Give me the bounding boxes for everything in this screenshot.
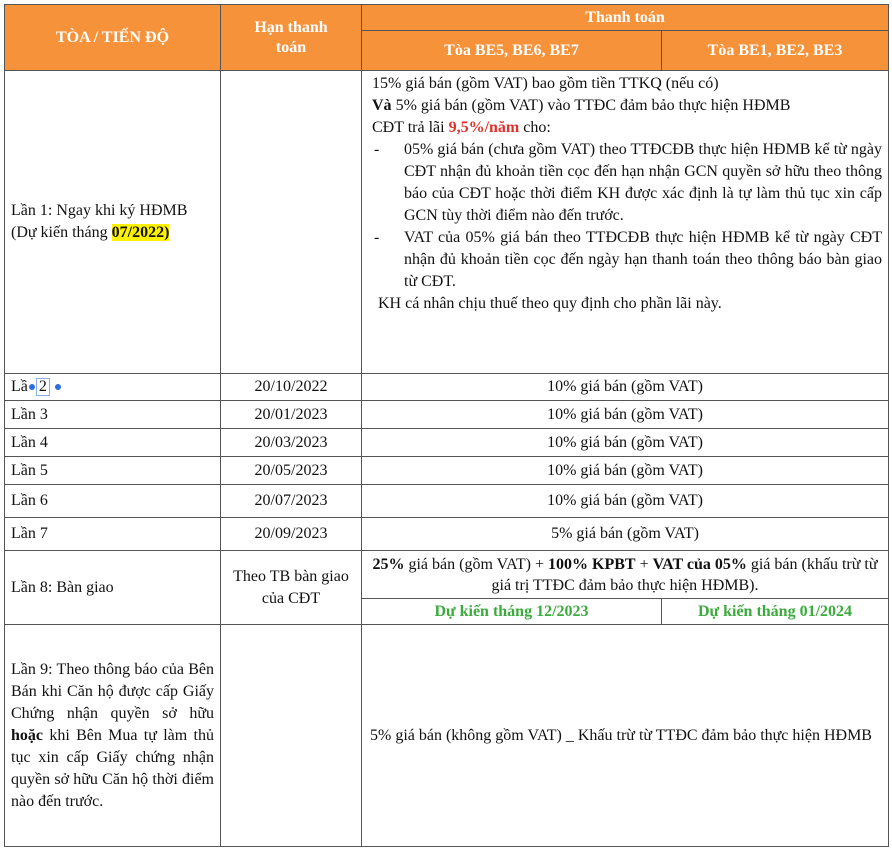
installment-5-deadline: 20/05/2023 xyxy=(221,457,362,485)
installment-1-deadline xyxy=(221,71,362,374)
estimate-be1-be2-be3: Dự kiến tháng 01/2024 xyxy=(662,599,889,625)
installment-row-8 xyxy=(5,551,889,599)
estimate-be5-be6-be7: Dự kiến tháng 12/2023 xyxy=(362,599,662,625)
installment-2-label: Lầ 2 xyxy=(5,374,221,401)
installment-3-deadline: 20/01/2023 xyxy=(221,401,362,429)
installment-3-label: Lần 3 xyxy=(5,401,221,429)
installment-8-deadline: Theo TB bàn giao của CĐT xyxy=(221,551,362,625)
installment-1-label: Lần 1: Ngay khi ký HĐMB (Dự kiến tháng 07/2022) xyxy=(5,71,221,374)
installment-9-payment: 5% giá bán (không gồm VAT) _ Khấu trừ từ TTĐC đảm bảo thực hiện HĐMB xyxy=(362,625,889,847)
header-tower-progress: TÒA / TIẾN ĐỘ xyxy=(5,5,221,71)
installment-5-payment: 10% giá bán (gồm VAT) xyxy=(362,457,889,485)
installment-1-payment: 15% giá bán (gồm VAT) bao gồm tiền TTKQ (nếu có) Và 5% giá bán (gồm VAT) vào TTĐC đảm bảo thực hiện HĐMB CĐT trả lãi 9,5%/năm cho: - 05% giá bán (chưa gồm VAT) theo TTĐCĐB thực hiện HĐMB kể từ ngày CĐT nhận đủ khoản tiền cọc đến hạn nhận GCN quyền sở hữu theo thông báo của CĐT hoặc thời điểm KH được xác định là tự làm thủ tục xin cấp GCN tùy thời điểm nào đến trước. - VAT của 05% giá bán theo TTĐCĐB thực hiện HĐMB kể từ ngày CĐT nhận đủ khoản tiền cọc đến ngày hạn thanh toán theo thông báo bàn giao từ CĐT. KH cá nhân chịu thuế theo quy định cho phần lãi này. xyxy=(362,71,889,374)
installment-3-payment: 10% giá bán (gồm VAT) xyxy=(362,401,889,429)
interest-item-2: - VAT của 05% giá bán theo TTĐCĐB thực hiện HĐMB kể từ ngày CĐT nhận đủ khoản tiền cọc đến ngày hạn thanh toán theo thông báo bàn giao từ CĐT. xyxy=(404,227,882,293)
installment-7-deadline: 20/09/2023 xyxy=(221,518,362,551)
interest-item-1: - 05% giá bán (chưa gồm VAT) theo TTĐCĐB thực hiện HĐMB kể từ ngày CĐT nhận đủ khoản tiền cọc đến hạn nhận GCN quyền sở hữu theo thông báo của CĐT hoặc thời điểm KH được xác định là tự làm thủ tục xin cấp GCN tùy thời điểm nào đến trước. xyxy=(404,139,882,227)
payment-schedule-table xyxy=(4,4,889,847)
header-deadline: Hạn thanh toán xyxy=(221,5,362,71)
installment-9-deadline xyxy=(221,625,362,847)
header-payment: Thanh toán xyxy=(362,5,889,31)
installment-row-9 xyxy=(5,625,889,847)
installment-8-label: Lần 8: Bàn giao xyxy=(5,551,221,625)
installment-8-payment: 25% giá bán (gồm VAT) + 100% KPBT + VAT của 05% giá bán (khấu trừ từ giá trị TTĐC đảm bảo thực hiện HĐMB). xyxy=(362,551,889,599)
header-group-be5-be6-be7: Tòa BE5, BE6, BE7 xyxy=(362,31,662,71)
header-group-be1-be2-be3: Tòa BE1, BE2, BE3 xyxy=(662,31,889,71)
installment-6-payment: 10% giá bán (gồm VAT) xyxy=(362,485,889,518)
installment-row-4 xyxy=(5,429,889,457)
installment-row-7 xyxy=(5,518,889,551)
selection-handle-icon xyxy=(55,384,61,390)
installment-row-1 xyxy=(5,71,889,374)
installment-5-label: Lần 5 xyxy=(5,457,221,485)
interest-rate: 9,5%/năm xyxy=(448,119,520,136)
installment-row-5 xyxy=(5,457,889,485)
installment-6-deadline: 20/07/2023 xyxy=(221,485,362,518)
installment-4-payment: 10% giá bán (gồm VAT) xyxy=(362,429,889,457)
installment-7-label: Lần 7 xyxy=(5,518,221,551)
installment-2-deadline: 20/10/2022 xyxy=(221,374,362,401)
installment-7-payment: 5% giá bán (gồm VAT) xyxy=(362,518,889,551)
installment-4-label: Lần 4 xyxy=(5,429,221,457)
installment-6-label: Lần 6 xyxy=(5,485,221,518)
installment-row-3 xyxy=(5,401,889,429)
installment-row-6 xyxy=(5,485,889,518)
highlighted-date: 07/2022) xyxy=(111,224,170,241)
selection-handle-icon xyxy=(29,384,35,390)
installment-9-label: Lần 9: Theo thông báo của Bên Bán khi Căn hộ được cấp Giấy Chứng nhận quyền sở hữu hoặc khi Bên Mua tự làm thủ tục xin cấp Giấy chứng nhận quyền sở hữu Căn hộ thời điểm nào đến trước. xyxy=(5,625,221,847)
installment-2-payment: 10% giá bán (gồm VAT) xyxy=(362,374,889,401)
installment-4-deadline: 20/03/2023 xyxy=(221,429,362,457)
installment-row-2 xyxy=(5,374,889,401)
